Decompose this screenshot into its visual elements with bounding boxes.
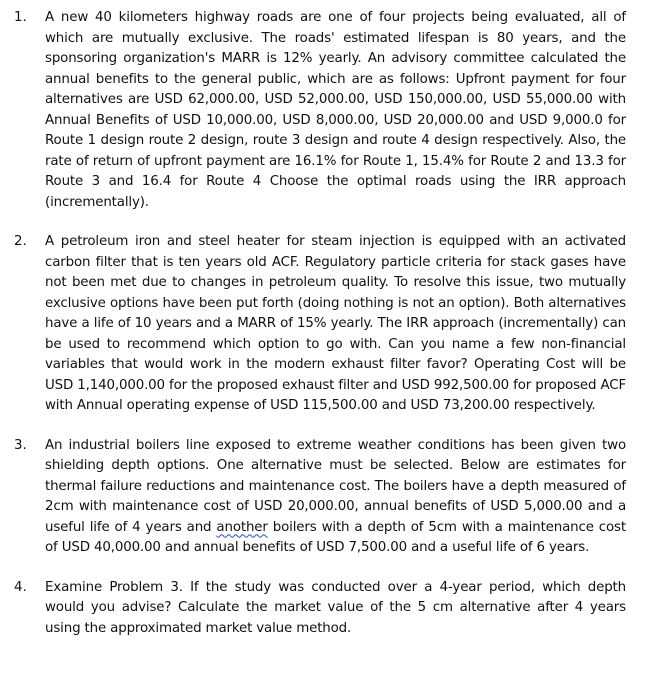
spellcheck-flagged-word[interactable]: another [216,519,268,535]
problem-1 [10,8,626,213]
problem-text: A petroleum iron and steel heater for steam injection is equipped with an activated carbon filter that is ten years old ACF. Regulatory particle criteria for stack gases have not been met due to changes in petroleum quality. To resolve this issue, two mutually exclusive options have been put forth (doing nothing is not an option). Both alternatives have a life of 10 years and a MARR of 15% yearly. The IRR approach (incrementally) can be used to recommend which option to go with. Can you name a few non-financial variables that would work in the modern exhaust filter favor? Operating Cost will be USD 1,140,000.00 for the proposed exhaust filter and USD 992,500.00 for proposed ACF with Annual operating expense of USD 115,500.00 and USD 73,200.00 respectively. [45,234,626,413]
problem-4 [10,578,626,640]
problem-text-part: An industrial boilers line exposed to extreme weather conditions has been given two shielding depth options. One alternative must be selected. Below are estimates for thermal failure reductions and maintenance cost. The boilers have a depth measured of 2cm with maintenance cost of USD 20,000.00, annual benefits of USD 5,000.00 and a useful life of 4 years and [45,437,626,535]
problem-text: Examine Problem 3. If the study was conducted over a 4-year period, which depth would you advise? Calculate the market value of the 5 cm alternative after 4 years using the approximated market value method. [45,579,626,636]
problem-number: 1. [14,10,27,25]
problem-list [10,8,626,639]
problem-2 [10,232,626,417]
problem-number: 4. [14,579,27,595]
problem-number: 3. [14,437,27,453]
problem-text: A new 40 kilometers highway roads are one of four projects being evaluated, all of which are mutually exclusive. The roads' estimated lifespan is 80 years, and the sponsoring organization's MARR is 12% yearly. An advisory committee calculated the annual benefits to the general public, which are as follows: Upfront payment for four alternatives are USD 62,000.00, USD 52,000.00, USD 150,000.00, USD 55,000.00 with Annual Benefits of USD 10,000.00, USD 8,000.00, USD 20,000.00 and USD 9,000.0 for Route 1 design route 2 design, route 3 design and route 4 design respectively. Also, the rate of return of upfront payment are 16.1% for Route 1, 15.4% for Route 2 and 13.3 for Route 3 and 16.4 for Route 4 Choose the optimal roads using the IRR approach (incrementally). [45,10,626,210]
problem-text-part: boilers with a depth of 5cm with a maintenance cost of USD 40,000.00 and annual benefits of USD 7,500.00 and a useful life of 6 years. [45,519,626,555]
problem-text [45,436,626,559]
problem-number: 2. [14,234,27,249]
problem-3 [10,436,626,559]
